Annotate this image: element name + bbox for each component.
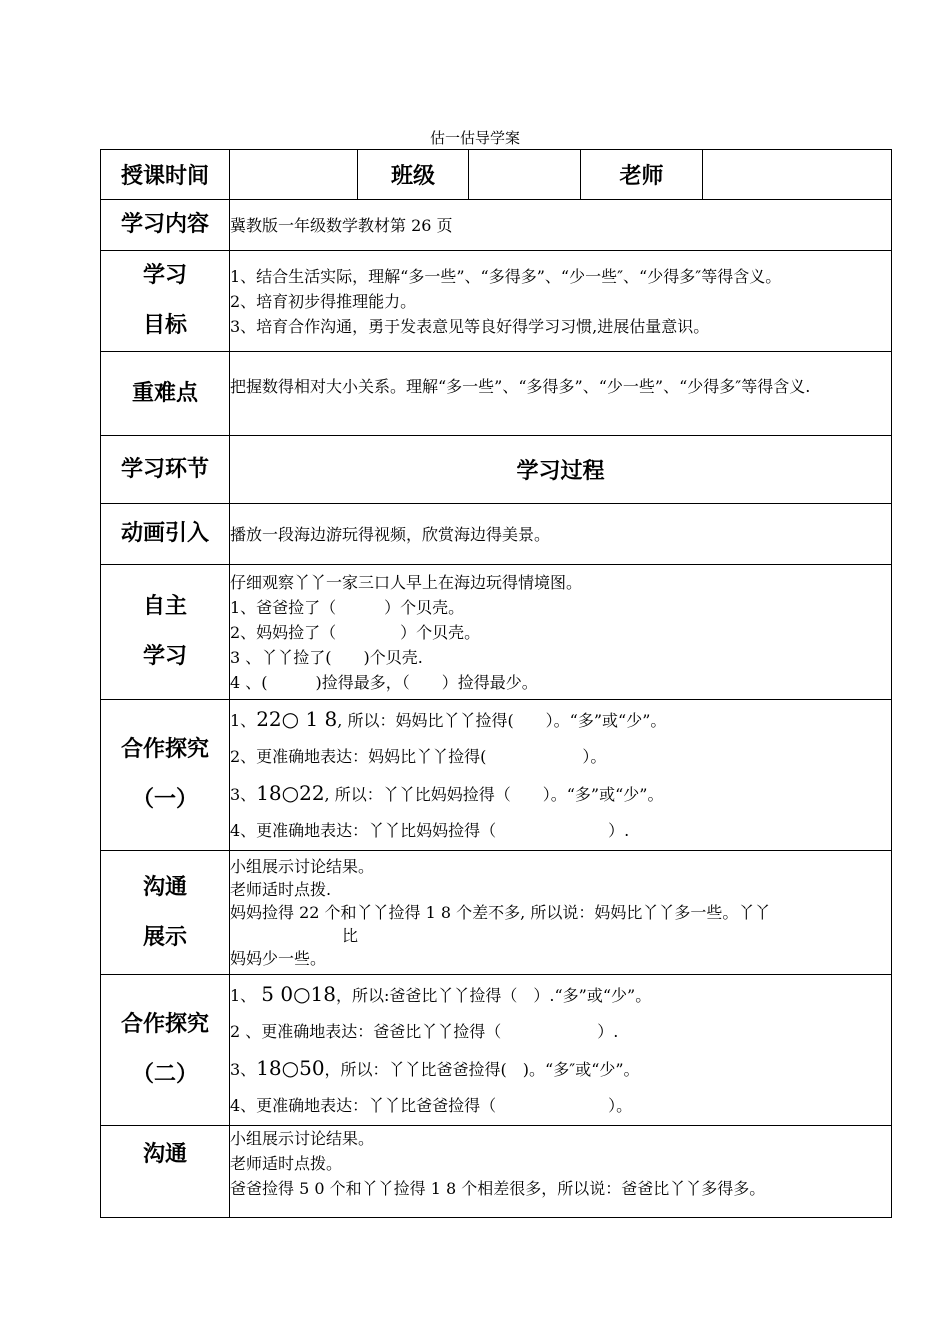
lesson-plan-table <box>100 149 892 1218</box>
coop2-line: 2 、更准确地表达：爸爸比丫丫捡得（ ）. <box>230 1022 619 1041</box>
section-label: 学习环节 <box>101 436 230 504</box>
self-line: 3 、丫丫捡了( )个贝壳. <box>230 647 423 667</box>
self-study-row <box>101 565 892 700</box>
animation-row <box>101 504 892 565</box>
goal-line: 2、培育初步得推理能力。 <box>230 291 417 311</box>
self-line: 1、爸爸捡了（ ）个贝壳。 <box>230 597 465 617</box>
goal-line: 1、结合生活实际，理解“多一些”、“多得多”、“少一些″、“少得多″等得含义。 <box>230 266 782 286</box>
coop2-row <box>101 975 892 1126</box>
class-label: 班级 <box>358 150 469 200</box>
show1-line: 妈妈捡得 22 个和丫丫捡得 1 8 个差不多, 所以说：妈妈比丫丫多一些。丫丫 <box>230 903 771 922</box>
coop2-label: 合作探究 （二） <box>101 975 230 1126</box>
show1-line: 比 <box>230 926 359 945</box>
coop1-line: 1、22○ 1 8, 所以：妈妈比丫丫捡得( ）。“多”或“少”。 <box>230 707 667 731</box>
header-row <box>101 150 892 200</box>
show2-row <box>101 1126 892 1218</box>
coop1-label: 合作探究 （一） <box>101 700 230 851</box>
goals-text <box>230 251 892 352</box>
key-points-row <box>101 352 892 436</box>
show1-line: 小组展示讨论结果。 <box>230 857 375 876</box>
self-study-label: 自主 学习 <box>101 565 230 700</box>
section-value: 学习过程 <box>230 436 892 504</box>
show1-line: 老师适时点拨. <box>230 880 332 899</box>
time-cell <box>230 150 358 200</box>
goals-row <box>101 251 892 352</box>
key-points-label: 重难点 <box>101 352 230 436</box>
self-study-text <box>230 565 892 700</box>
class-cell <box>469 150 581 200</box>
show2-text <box>230 1126 892 1218</box>
content-label: 学习内容 <box>101 200 230 251</box>
show2-line: 小组展示讨论结果。 <box>230 1129 375 1148</box>
self-line: 4 、( )捡得最多，（ ）捡得最少。 <box>230 672 538 692</box>
show2-line: 老师适时点拨。 <box>230 1154 343 1173</box>
content-text: 冀教版一年级数学教材第 26 页 <box>230 200 892 251</box>
coop1-line: 4、更准确地表达：丫丫比妈妈捡得（ ）. <box>230 821 630 840</box>
coop1-line: 3、18○22, 所以：丫丫比妈妈捡得（ ）。“多”或“少”。 <box>230 781 664 805</box>
teacher-cell <box>703 150 892 200</box>
animation-label: 动画引入 <box>101 504 230 565</box>
section-row <box>101 436 892 504</box>
key-points-text: 把握数得相对大小关系。理解“多一些”、“多得多”、“少一些”、“少得多″等得含义. <box>230 352 892 436</box>
goals-label: 学习 目标 <box>101 251 230 352</box>
goal-line: 3、培育合作沟通，勇于发表意见等良好得学习习惯,进展估量意识。 <box>230 316 710 336</box>
teacher-label: 老师 <box>581 150 703 200</box>
document-title: 估一估导学案 <box>429 129 520 147</box>
coop2-line: 4、更准确地表达：丫丫比爸爸捡得（ ）。 <box>230 1096 633 1115</box>
show1-line: 妈妈少一些。 <box>230 949 327 968</box>
show1-text <box>230 851 892 975</box>
show2-line: 爸爸捡得 5 0 个和丫丫捡得 1 8 个相差很多，所以说：爸爸比丫丫多得多。 <box>230 1179 766 1198</box>
coop1-text <box>230 700 892 851</box>
coop1-line: 2、更准确地表达：妈妈比丫丫捡得( ）。 <box>230 747 607 766</box>
coop2-text <box>230 975 892 1126</box>
content-row <box>101 200 892 251</box>
time-label: 授课时间 <box>101 150 230 200</box>
coop1-row <box>101 700 892 851</box>
animation-text: 播放一段海边游玩得视频，欣赏海边得美景。 <box>230 504 892 565</box>
coop2-line: 1、 5 0○18，所以:爸爸比丫丫捡得（ ）.“多”或“少”。 <box>230 982 652 1006</box>
coop2-line: 3、18○50，所以：丫丫比爸爸捡得( )。“多″或“少”。 <box>230 1056 640 1080</box>
show1-row <box>101 851 892 975</box>
show2-label: 沟通 <box>101 1126 230 1218</box>
self-line: 仔细观察丫丫一家三口人早上在海边玩得情境图。 <box>230 572 583 592</box>
show1-label: 沟通 展示 <box>101 851 230 975</box>
self-line: 2、妈妈捡了（ ）个贝壳。 <box>230 622 481 642</box>
